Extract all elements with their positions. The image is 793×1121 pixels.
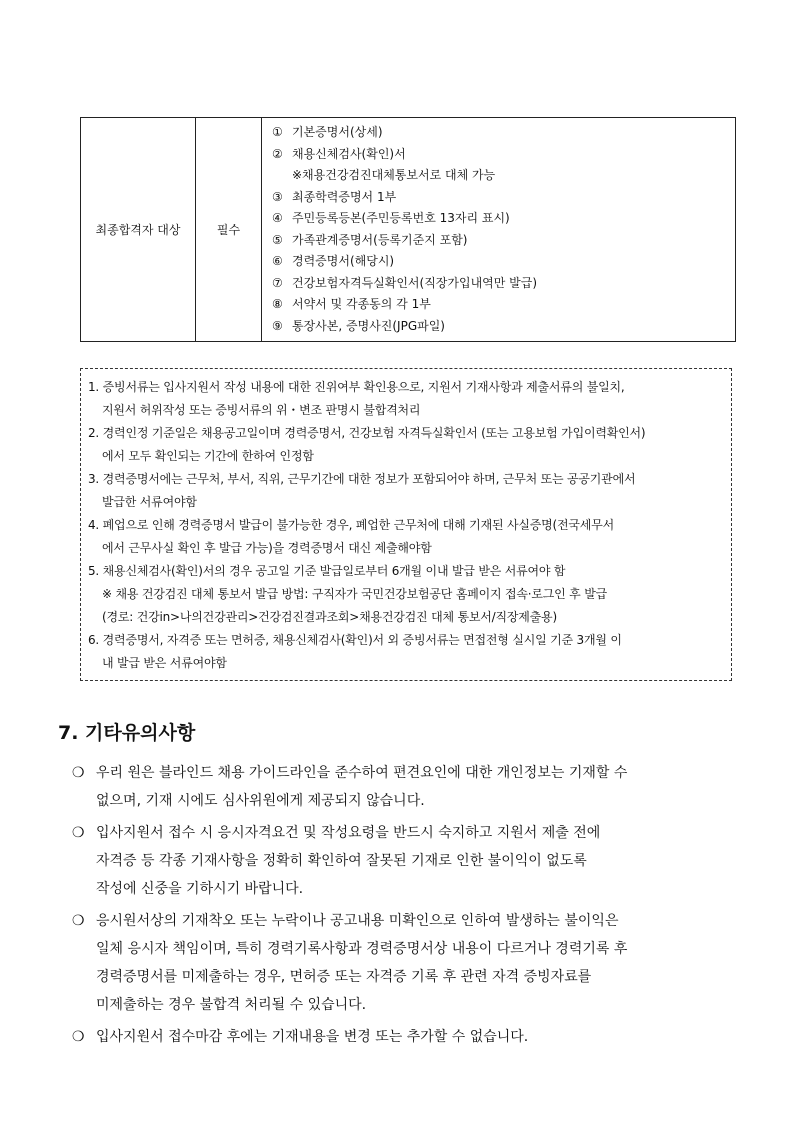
circle-bullet-icon: ❍ [72,765,85,781]
document-item: ⑨ 통장사본, 증명사진(JPG파일) [272,318,445,333]
document-item: ② 채용신체검사(확인)서 [272,146,406,161]
document-item: ③ 최종학력증명서 1부 [272,189,397,204]
requirement-cell: 필수 [196,118,262,342]
notice-box [80,368,732,681]
document-list [262,118,735,341]
document-item: ① 기본증명서(상세) [272,125,383,139]
table-row [81,118,736,342]
caution-list [72,759,752,1055]
list-item: ❍ 입사지원서 접수 시 응시자격요건 및 작성요령을 반드시 숙지하고 지원서 제출 전에 자격증 등 각종 기재사항을 정확히 확인하여 잘못된 기재로 인한 불이익이 없도록 작성에 신중을 기하시기 바랍니다. [72,819,752,903]
list-item: ❍ 응시원서상의 기재착오 또는 누락이나 공고내용 미확인으로 인하여 발생하는 불이익은 일체 응시자 책임이며, 특히 경력기록사항과 경력증명서상 내용이 다르거나 경력기록 후 경력증명서를 미제출하는 경우, 면허증 또는 자격증 기록 후 관련 자격 증빙자료를 미제출하는 경우 불합격 처리될 수 있습니다. [72,907,752,1019]
circle-bullet-icon: ❍ [72,913,85,929]
notice-line: 에서 모두 확인되는 기간에 한하여 인정함 [102,449,314,463]
document-item: ⑥ 경력증명서(해당시) [272,254,395,268]
list-item: ❍ 우리 원은 블라인드 채용 가이드라인을 준수하여 편견요인에 대한 개인정보는 기재할 수 없으며, 기재 시에도 심사위원에게 제공되지 않습니다. [72,759,752,815]
notice-line: 4. 폐업으로 인해 경력증명서 발급이 불가능한 경우, 폐업한 근무처에 대해 기재된 사실증명(전국세무서 [88,518,614,532]
notice-line: ※ 채용 건강검진 대체 통보서 발급 방법: 구직자가 국민건강보험공단 홈페이지 접속·로그인 후 발급 [102,587,607,601]
document-note: ※채용건강검진대체통보서로 대체 가능 [292,168,496,182]
notice-line: 6. 경력증명서, 자격증 또는 면허증, 채용신체검사(확인)서 외 증빙서류는 면접전형 실시일 기준 3개월 이 [88,633,622,647]
document-item: ④ 주민등록등본(주민등록번호 13자리 표시) [272,211,510,225]
notice-line: 발급한 서류여야함 [102,495,197,509]
section-title: 7. 기타유의사항 [58,722,196,744]
notice-line: 에서 근무사실 확인 후 발급 가능)을 경력증명서 대신 제출해야함 [102,541,432,555]
notice-line: 5. 채용신체검사(확인)서의 경우 공고일 기준 발급일로부터 6개월 이내 발급 받은 서류여야 함 [88,564,566,578]
document-item: ⑧ 서약서 및 각종동의 각 1부 [272,297,431,311]
required-documents-table [80,117,736,342]
list-item: ❍ 입사지원서 접수마감 후에는 기재내용을 변경 또는 추가할 수 없습니다. [72,1023,752,1051]
notice-line: 지원서 허위작성 또는 증빙서류의 위・변조 판명시 불합격처리 [102,403,421,417]
notice-line: (경로: 건강in>나의건강관리>건강검진결과조회>채용건강검진 대체 통보서/직장제출용) [102,610,557,624]
documents-cell [262,118,736,342]
circle-bullet-icon: ❍ [72,825,85,841]
notice-line: 1. 증빙서류는 입사지원서 작성 내용에 대한 진위여부 확인용으로, 지원서 기재사항과 제출서류의 불일치, [88,380,625,394]
notice-line: 내 발급 받은 서류여야함 [102,656,227,670]
circle-bullet-icon: ❍ [72,1029,85,1045]
document-item: ⑤ 가족관계증명서(등록기준지 포함) [272,232,468,247]
notice-line: 2. 경력인정 기준일은 채용공고일이며 경력증명서, 건강보험 자격득실확인서 (또는 고용보험 가입이력확인서) [88,426,646,440]
document-item: ⑦ 건강보험자격득실확인서(직장가입내역만 발급) [272,275,538,290]
notice-line: 3. 경력증명서에는 근무처, 부서, 직위, 근무기간에 대한 정보가 포함되어야 하며, 근무처 또는 공공기관에서 [88,472,636,486]
target-cell: 최종합격자 대상 [81,118,196,342]
